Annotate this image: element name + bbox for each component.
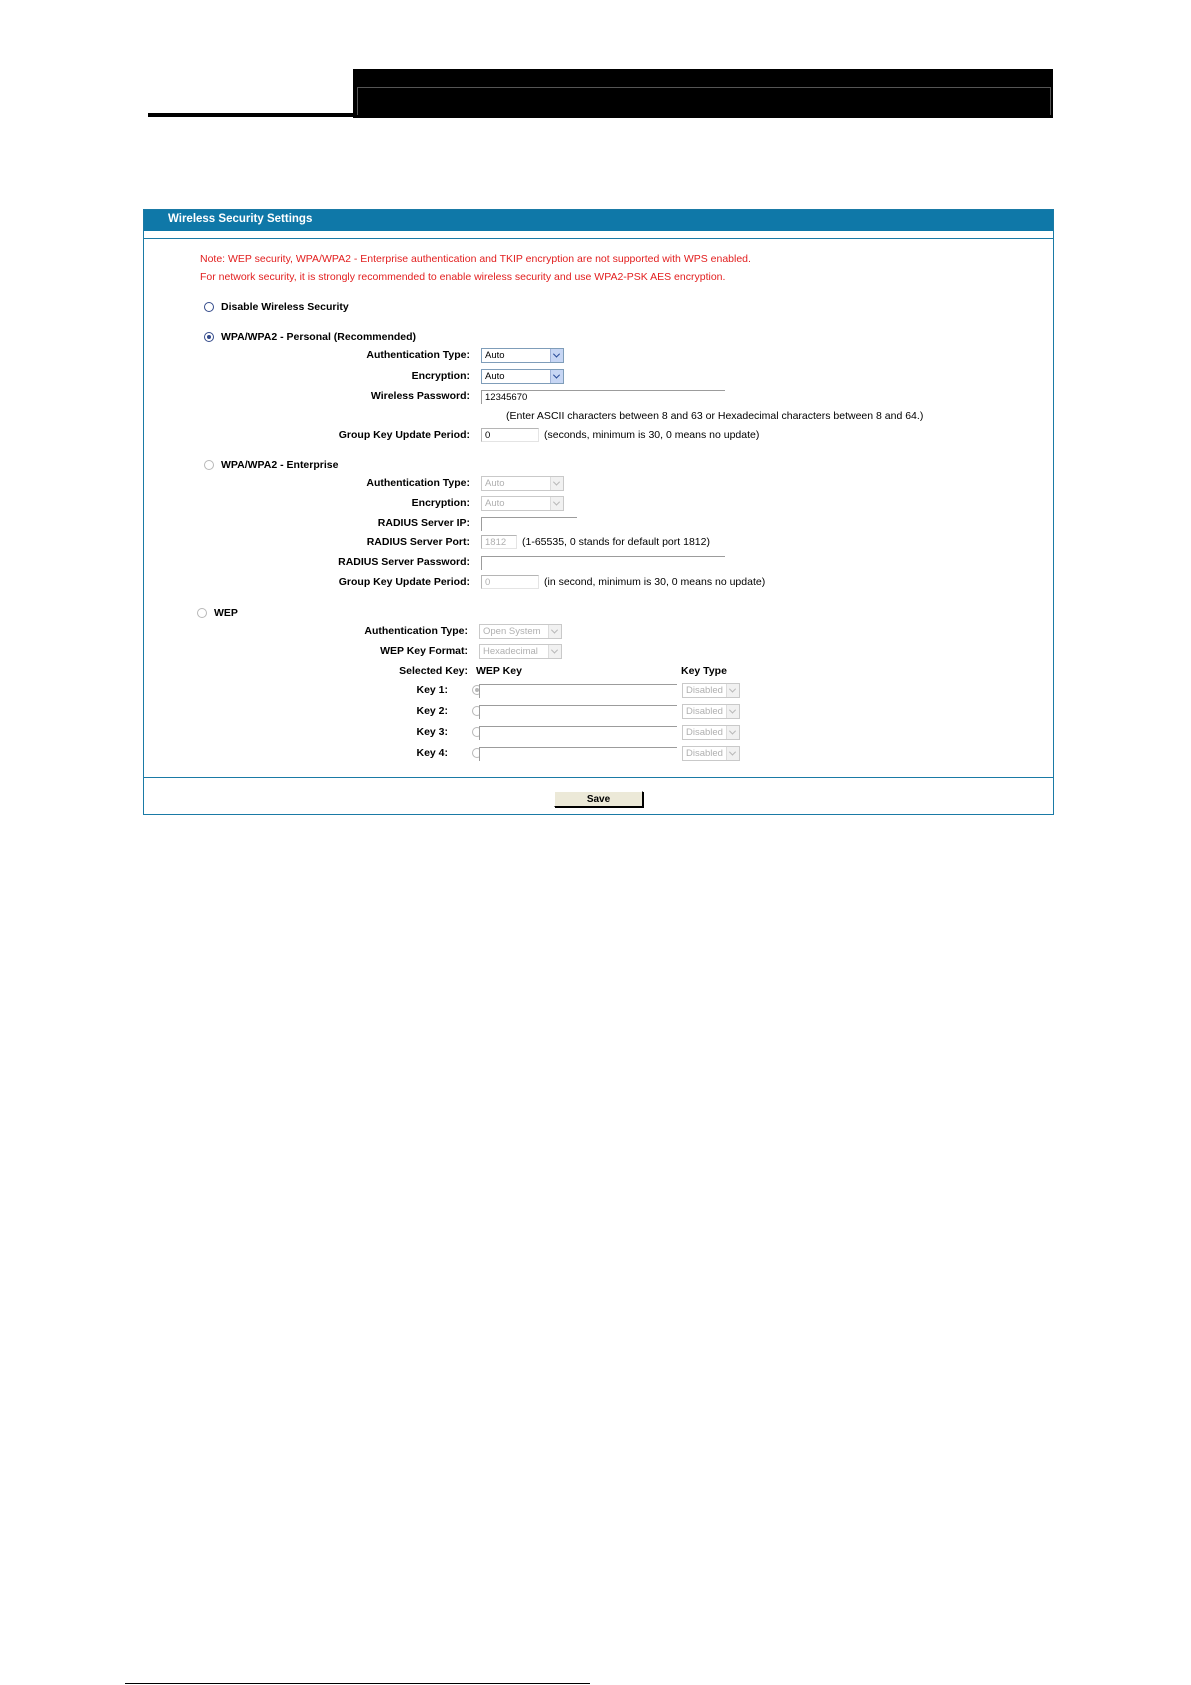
wpa-personal-label: WPA/WPA2 - Personal (Recommended) [221, 331, 417, 343]
enterprise-group-key-hint: (in second, minimum is 30, 0 means no update) [544, 576, 766, 588]
wpa-enterprise-radio[interactable] [204, 460, 214, 470]
selected-key-label: Selected Key: [399, 665, 468, 677]
header-rule [148, 113, 353, 117]
key-3-type-select[interactable]: Disabled [682, 725, 740, 740]
enterprise-auth-type-label: Authentication Type: [366, 477, 470, 489]
wpa-personal-radio[interactable] [204, 332, 214, 342]
panel-title-bar [144, 210, 1053, 231]
radius-password-input[interactable] [481, 556, 725, 570]
panel-title-divider [144, 231, 1053, 239]
chevron-down-icon [550, 370, 563, 383]
chevron-down-icon [550, 349, 563, 362]
radius-ip-input[interactable] [481, 517, 577, 531]
wep-radio[interactable] [197, 608, 207, 618]
wireless-password-input[interactable]: 12345670 [481, 390, 725, 404]
key-1-type-select[interactable]: Disabled [682, 683, 740, 698]
wep-key-format-select[interactable]: Hexadecimal [479, 644, 562, 659]
wpa-enterprise-label: WPA/WPA2 - Enterprise [221, 459, 339, 471]
wep-key-format-label: WEP Key Format: [380, 645, 468, 657]
chevron-down-icon [726, 705, 739, 718]
personal-auth-type-label: Authentication Type: [366, 349, 470, 361]
personal-group-key-label: Group Key Update Period: [338, 429, 470, 441]
chevron-down-icon [726, 726, 739, 739]
key-type-column-header: Key Type [681, 665, 727, 677]
panel-footer-divider [144, 777, 1053, 778]
enterprise-group-key-label: Group Key Update Period: [338, 576, 470, 588]
enterprise-encryption-label: Encryption: [411, 497, 470, 509]
enterprise-group-key-input[interactable]: 0 [481, 575, 539, 589]
save-button[interactable]: Save [554, 791, 643, 807]
disable-security-label: Disable Wireless Security [221, 301, 349, 313]
wep-auth-type-label: Authentication Type: [364, 625, 468, 637]
key-2-label: Key 2: [416, 705, 448, 717]
key-1-label: Key 1: [416, 684, 448, 696]
wps-note: Note: WEP security, WPA/WPA2 - Enterprise authentication and TKIP encryption are not supported with WPS enabled. [200, 253, 751, 265]
personal-encryption-label: Encryption: [411, 370, 470, 382]
personal-encryption-select[interactable]: Auto [481, 369, 564, 384]
wireless-security-panel [143, 209, 1054, 815]
panel-title: Wireless Security Settings [168, 213, 313, 225]
page-bottom-rule [125, 1683, 590, 1684]
enterprise-encryption-select[interactable]: Auto [481, 496, 564, 511]
chevron-down-icon [548, 625, 561, 638]
security-recommendation-note: For network security, it is strongly recommended to enable wireless security and use WPA2-PSK AES encryption. [200, 271, 726, 283]
wep-label: WEP [214, 607, 238, 619]
radius-port-input[interactable]: 1812 [481, 535, 517, 549]
key-4-label: Key 4: [416, 747, 448, 759]
chevron-down-icon [550, 477, 563, 490]
chevron-down-icon [548, 645, 561, 658]
enterprise-auth-type-select[interactable]: Auto [481, 476, 564, 491]
key-2-type-select[interactable]: Disabled [682, 704, 740, 719]
radius-port-label: RADIUS Server Port: [366, 536, 470, 548]
header-bar-inner-frame [357, 87, 1051, 115]
key-4-input[interactable] [479, 747, 677, 761]
key-3-input[interactable] [479, 726, 677, 740]
wireless-password-hint: (Enter ASCII characters between 8 and 63 or Hexadecimal characters between 8 and 64.) [506, 410, 924, 422]
chevron-down-icon [726, 684, 739, 697]
personal-auth-type-select[interactable]: Auto [481, 348, 564, 363]
chevron-down-icon [726, 747, 739, 760]
key-2-input[interactable] [479, 705, 677, 719]
key-1-input[interactable] [479, 684, 677, 698]
personal-group-key-input[interactable]: 0 [481, 428, 539, 442]
radius-port-hint: (1-65535, 0 stands for default port 1812) [522, 536, 710, 548]
radius-ip-label: RADIUS Server IP: [377, 517, 470, 529]
wep-auth-type-select[interactable]: Open System [479, 624, 562, 639]
radius-password-label: RADIUS Server Password: [338, 556, 470, 568]
disable-security-radio[interactable] [204, 302, 214, 312]
personal-group-key-hint: (seconds, minimum is 30, 0 means no update) [544, 429, 760, 441]
chevron-down-icon [550, 497, 563, 510]
wireless-password-label: Wireless Password: [370, 390, 470, 402]
key-4-type-select[interactable]: Disabled [682, 746, 740, 761]
wep-key-column-header: WEP Key [476, 665, 522, 677]
key-3-label: Key 3: [416, 726, 448, 738]
